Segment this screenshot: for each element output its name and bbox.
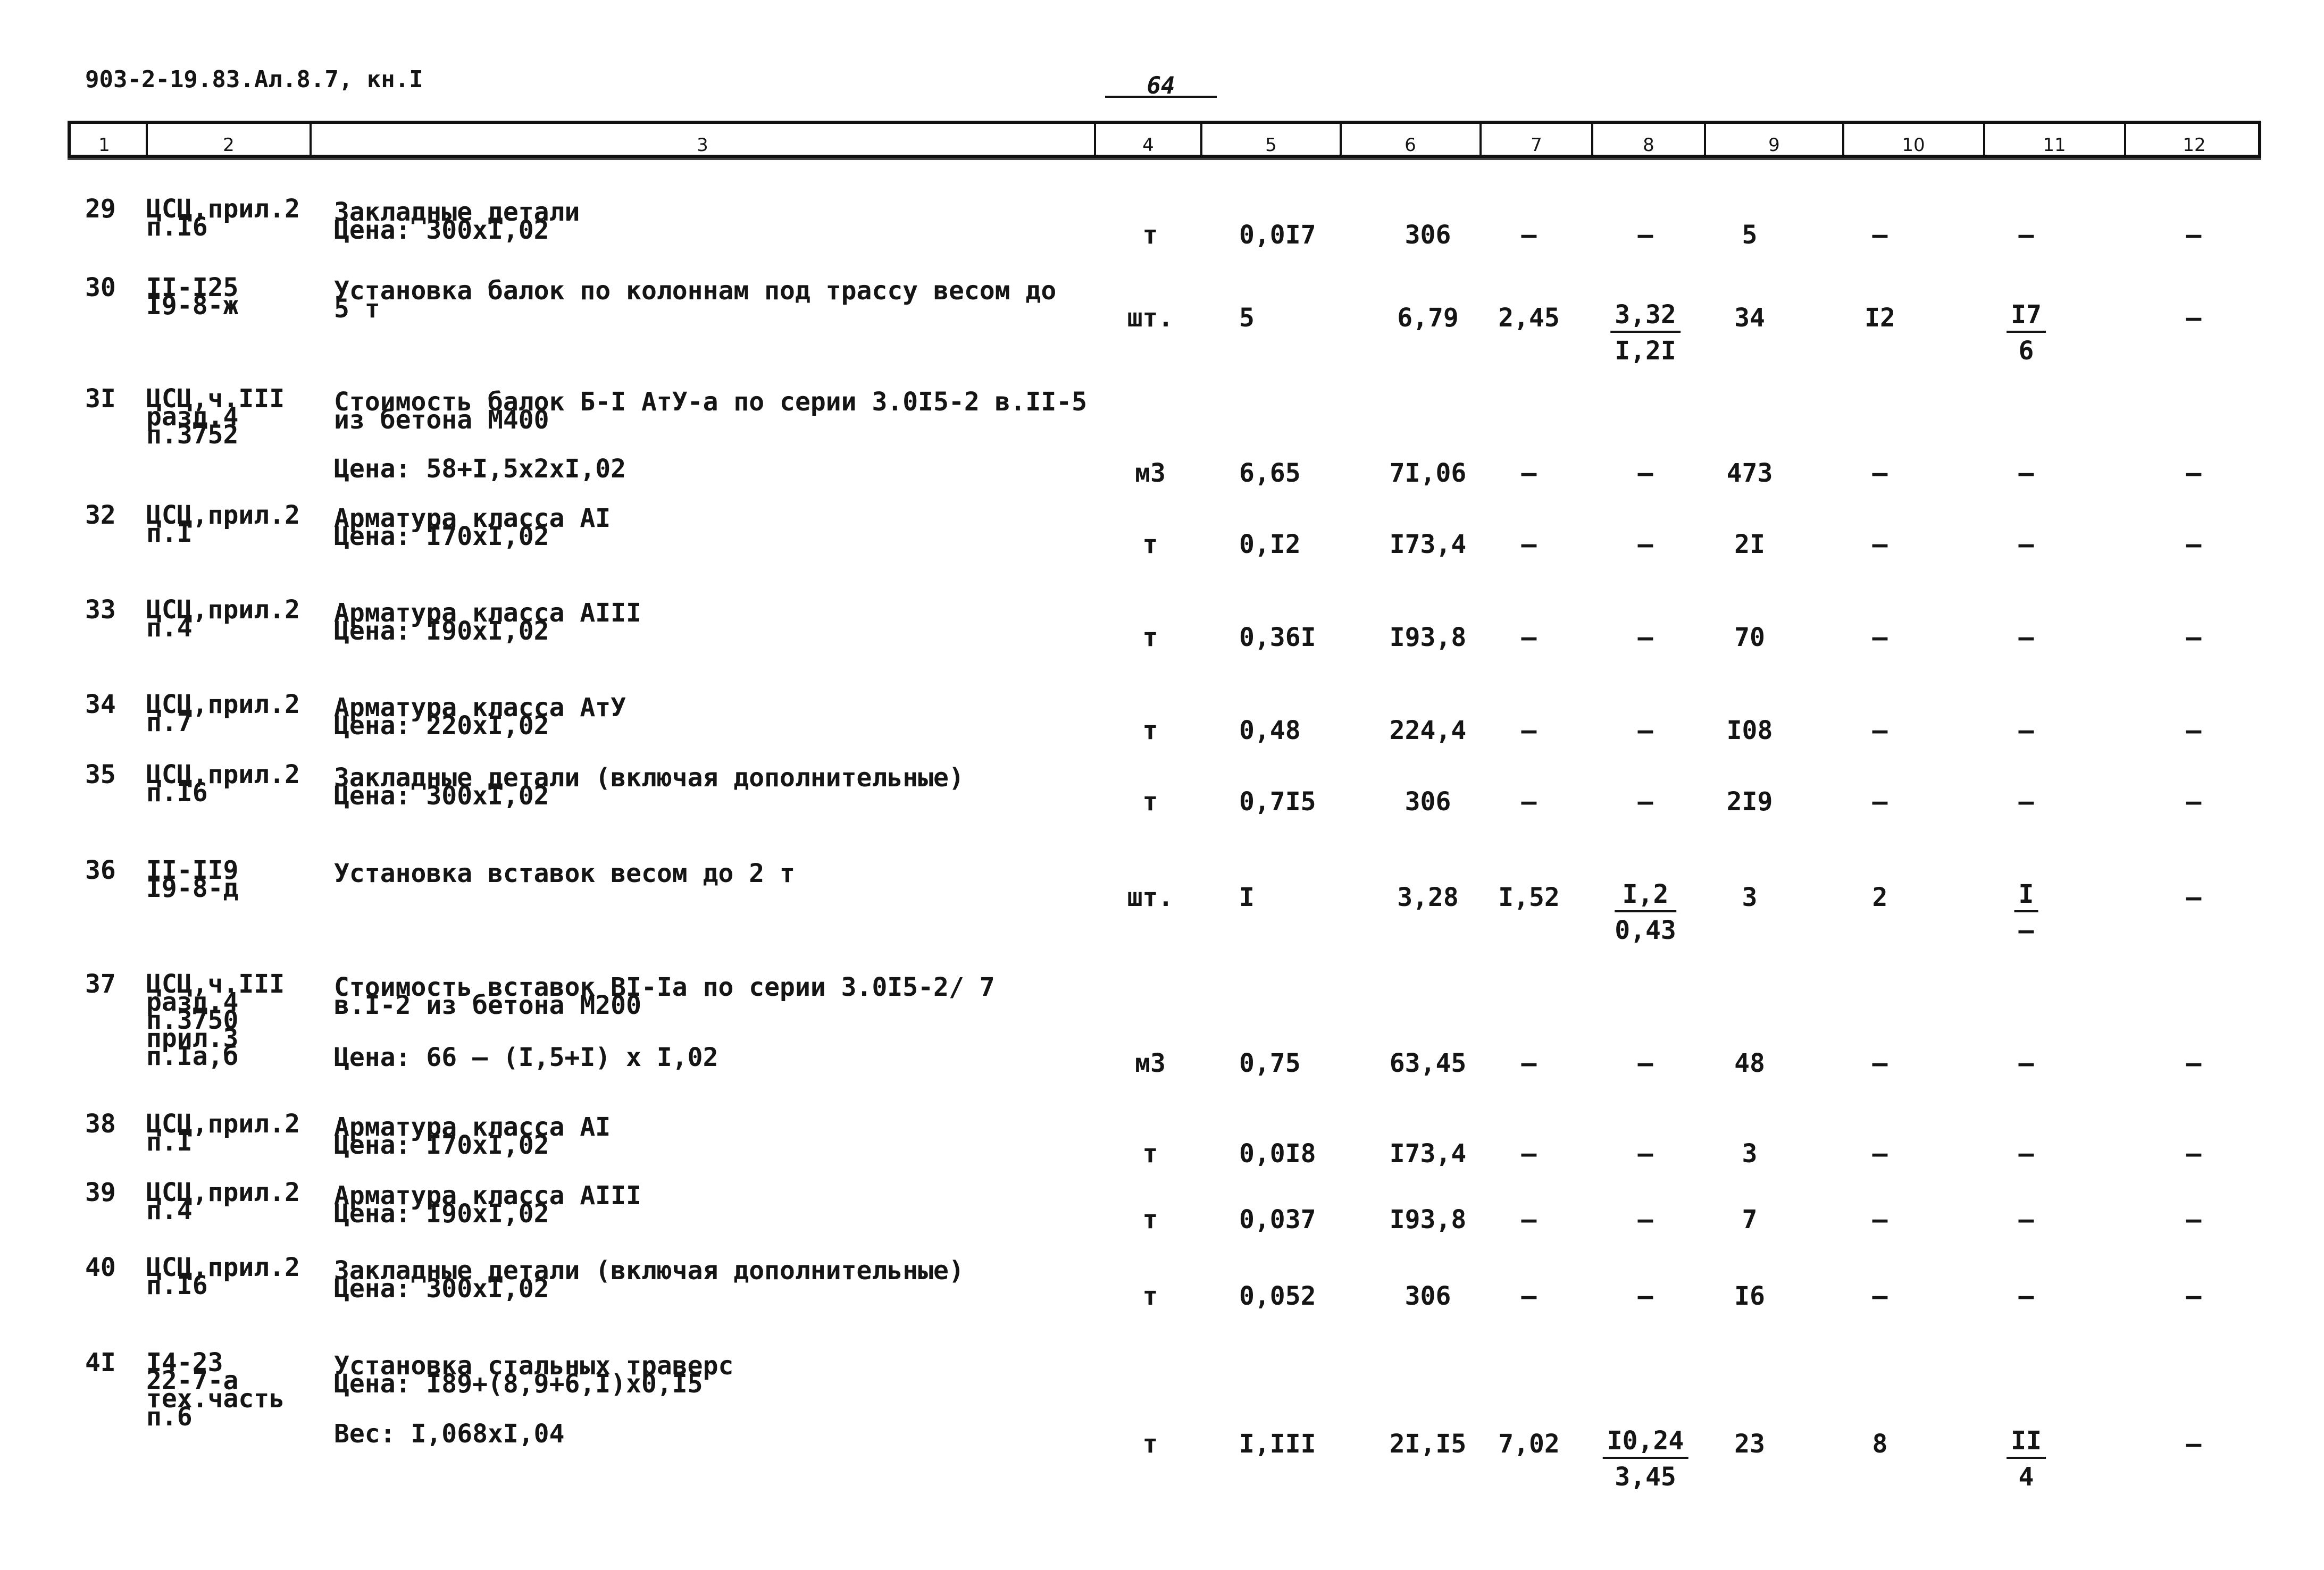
row-number: 35	[85, 760, 116, 790]
row-price-formula: Вес: I,068хI,04	[334, 1419, 565, 1449]
row-description: Установка вставок весом до 2 т	[334, 859, 795, 888]
value-cell-c5: 0,36I	[1239, 623, 1316, 652]
column-divider	[310, 124, 312, 155]
value-cell-c9: 7	[1742, 1205, 1758, 1235]
value-cell-c5: 6,65	[1239, 458, 1301, 488]
value-cell-c8: –	[1637, 1048, 1653, 1078]
value-cell-c11: –	[2018, 716, 2034, 745]
unit-cell: т	[1142, 220, 1158, 250]
unit-cell: шт.	[1127, 303, 1174, 333]
row-description: Арматура класса АI Цена: I70хI,02	[334, 1112, 611, 1160]
row-description: Стоимость вставок ВI-Iа по серии 3.0I5-2/ 7 в.I-2 из бетона М200	[334, 972, 995, 1020]
row-reference-code: II-I25 I9-8-ж	[146, 273, 239, 321]
value-cell-c10: 8	[1872, 1429, 1888, 1459]
value-cell-c9: 34	[1734, 303, 1765, 333]
value-cell-c5: 0,I2	[1239, 530, 1301, 559]
row-reference-code: ЦСЦ,прил.2 п.I6	[146, 1253, 300, 1300]
fraction-cell-c8	[1603, 1428, 1688, 1490]
value-cell-c7: –	[1521, 787, 1537, 817]
value-cell-c12: –	[2186, 787, 2202, 817]
row-reference-code: ЦСЦ,прил.2 п.I	[146, 500, 300, 548]
row-description: Арматура класса АI Цена: I70хI,02	[334, 503, 611, 551]
unit-cell: т	[1142, 623, 1158, 652]
value-cell-c6: I93,8	[1389, 1205, 1467, 1235]
value-cell-c11: –	[2018, 1139, 2034, 1169]
row-reference-code: II-II9 I9-8-д	[146, 855, 239, 903]
value-cell-c9: I08	[1726, 716, 1773, 745]
fraction-denominator: 6	[2018, 336, 2034, 366]
row-description: Установка стальных траверс Цена: I89+(8,9+6,I)х0,I5	[334, 1351, 734, 1399]
row-description: Арматура класса АтУ Цена: 220хI,02	[334, 693, 626, 741]
row-number: 32	[85, 500, 116, 530]
value-cell-c12: –	[2186, 530, 2202, 559]
value-cell-c12: –	[2186, 1139, 2202, 1169]
fraction-numerator: I	[2014, 881, 2038, 912]
unit-cell: м3	[1135, 1048, 1166, 1078]
value-cell-c9: 2I	[1734, 530, 1765, 559]
row-number: 3I	[85, 384, 116, 414]
fraction-numerator: I0,24	[1603, 1428, 1688, 1459]
row-description: Закладные детали Цена: 300хI,02	[334, 197, 580, 245]
fraction-cell-c11	[2007, 1428, 2046, 1490]
value-cell-c6: 2I,I5	[1389, 1429, 1467, 1459]
row-number: 39	[85, 1178, 116, 1207]
row-description: Арматура класса АIII Цена: I90хI,02	[334, 598, 641, 646]
value-cell-c11: –	[2018, 787, 2034, 817]
value-cell-c10: –	[1872, 623, 1888, 652]
row-number: 29	[85, 194, 116, 224]
value-cell-c10: –	[1872, 458, 1888, 488]
unit-cell: т	[1142, 1429, 1158, 1459]
column-number-header	[68, 121, 2261, 158]
value-cell-c10: 2	[1872, 883, 1888, 912]
value-cell-c9: 473	[1726, 458, 1773, 488]
value-cell-c9: 5	[1742, 220, 1758, 250]
value-cell-c5: 5	[1239, 303, 1255, 333]
value-cell-c9: 3	[1742, 883, 1758, 912]
fraction-cell-c11	[2007, 302, 2046, 364]
column-number-10: 10	[1902, 135, 1925, 156]
value-cell-c11: –	[2018, 458, 2034, 488]
column-divider	[1200, 124, 1202, 155]
row-number: 37	[85, 969, 116, 999]
value-cell-c8: –	[1637, 458, 1653, 488]
row-description: Закладные детали (включая дополнительные) Цена: 300хI,02	[334, 1256, 964, 1304]
row-reference-code: ЦСЦ,ч.III разд.4 п.3752	[146, 384, 285, 450]
value-cell-c11: –	[2018, 1048, 2034, 1078]
value-cell-c9: I6	[1734, 1281, 1765, 1311]
value-cell-c11: –	[2018, 220, 2034, 250]
value-cell-c8: –	[1637, 220, 1653, 250]
value-cell-c6: 224,4	[1389, 716, 1467, 745]
value-cell-c7: –	[1521, 623, 1537, 652]
value-cell-c12: –	[2186, 1205, 2202, 1235]
value-cell-c10: –	[1872, 787, 1888, 817]
fraction-cell-c8	[1615, 881, 1676, 943]
row-price-formula: Цена: 58+I,5х2хI,02	[334, 454, 626, 484]
column-number-5: 5	[1265, 135, 1277, 156]
fraction-denominator: 4	[2018, 1462, 2034, 1492]
value-cell-c10: –	[1872, 1281, 1888, 1311]
column-number-2: 2	[223, 135, 235, 156]
value-cell-c7: –	[1521, 530, 1537, 559]
value-cell-c5: 0,037	[1239, 1205, 1316, 1235]
value-cell-c6: 306	[1405, 1281, 1451, 1311]
value-cell-c6: 306	[1405, 787, 1451, 817]
value-cell-c9: 3	[1742, 1139, 1758, 1169]
value-cell-c12: –	[2186, 1429, 2202, 1459]
value-cell-c5: I,III	[1239, 1429, 1316, 1459]
row-reference-code: ЦСЦ,прил.2 п.I6	[146, 760, 300, 808]
column-number-7: 7	[1531, 135, 1542, 156]
column-divider	[1591, 124, 1593, 155]
value-cell-c8: –	[1637, 1281, 1653, 1311]
row-reference-code: ЦСЦ,прил.2 п.I	[146, 1109, 300, 1157]
row-number: 40	[85, 1253, 116, 1282]
column-number-9: 9	[1768, 135, 1780, 156]
value-cell-c9: 23	[1734, 1429, 1765, 1459]
value-cell-c12: –	[2186, 716, 2202, 745]
unit-cell: т	[1142, 1205, 1158, 1235]
value-cell-c5: 0,75	[1239, 1048, 1301, 1078]
column-number-4: 4	[1142, 135, 1154, 156]
column-divider	[146, 124, 148, 155]
row-reference-code: ЦСЦ,прил.2 п.4	[146, 1178, 300, 1225]
document-code: 903-2-19.83.Ал.8.7, кн.I	[85, 66, 423, 93]
value-cell-c6: 63,45	[1389, 1048, 1467, 1078]
unit-cell: м3	[1135, 458, 1166, 488]
fraction-denominator: 3,45	[1615, 1462, 1676, 1492]
value-cell-c8: –	[1637, 1205, 1653, 1235]
value-cell-c7: –	[1521, 1205, 1537, 1235]
row-reference-code: ЦСЦ,прил.2 п.4	[146, 595, 300, 643]
fraction-numerator: II	[2007, 1428, 2046, 1459]
value-cell-c7: –	[1521, 716, 1537, 745]
value-cell-c7: –	[1521, 1048, 1537, 1078]
column-divider	[1479, 124, 1482, 155]
value-cell-c11: –	[2018, 623, 2034, 652]
value-cell-c5: 0,0I7	[1239, 220, 1316, 250]
value-cell-c5: 0,052	[1239, 1281, 1316, 1311]
value-cell-c6: 3,28	[1397, 883, 1459, 912]
column-number-11: 11	[2043, 135, 2066, 156]
column-divider	[2124, 124, 2126, 155]
value-cell-c10: –	[1872, 1205, 1888, 1235]
column-divider	[1842, 124, 1844, 155]
value-cell-c10: I2	[1865, 303, 1895, 333]
unit-cell: шт.	[1127, 883, 1174, 912]
value-cell-c5: 0,48	[1239, 716, 1301, 745]
column-number-8: 8	[1643, 135, 1654, 156]
value-cell-c12: –	[2186, 1281, 2202, 1311]
value-cell-c5: 0,7I5	[1239, 787, 1316, 817]
value-cell-c7: –	[1521, 220, 1537, 250]
value-cell-c11: –	[2018, 530, 2034, 559]
value-cell-c7: –	[1521, 1281, 1537, 1311]
row-number: 34	[85, 690, 116, 719]
row-reference-code: ЦСЦ,прил.2 п.7	[146, 690, 300, 737]
row-price-formula: Цена: 66 – (I,5+I) х I,02	[334, 1043, 718, 1072]
unit-cell: т	[1142, 716, 1158, 745]
unit-cell: т	[1142, 1139, 1158, 1169]
value-cell-c8: –	[1637, 623, 1653, 652]
column-divider	[1340, 124, 1342, 155]
unit-cell: т	[1142, 787, 1158, 817]
column-divider	[1094, 124, 1096, 155]
row-reference-code: ЦСЦ,ч.III разд.4 п.3750 прил.3 п.Iа,б	[146, 969, 285, 1071]
unit-cell: т	[1142, 1281, 1158, 1311]
column-number-6: 6	[1405, 135, 1416, 156]
value-cell-c9: 2I9	[1726, 787, 1773, 817]
value-cell-c10: –	[1872, 1048, 1888, 1078]
fraction-cell-c8	[1610, 302, 1681, 364]
fraction-denominator: –	[2018, 916, 2034, 945]
value-cell-c6: I73,4	[1389, 530, 1467, 559]
value-cell-c6: 306	[1405, 220, 1451, 250]
fraction-numerator: I,2	[1615, 881, 1676, 912]
page-number: 64	[1147, 72, 1175, 99]
fraction-numerator: I7	[2007, 302, 2046, 333]
row-number: 38	[85, 1109, 116, 1139]
value-cell-c12: –	[2186, 220, 2202, 250]
row-description: Стоимость балок Б-I АтУ-а по серии 3.0I5-2 в.II-5 из бетона М400	[334, 387, 1088, 435]
column-number-1: 1	[98, 135, 110, 156]
value-cell-c9: 70	[1734, 623, 1765, 652]
column-number-12: 12	[2183, 135, 2206, 156]
value-cell-c11: –	[2018, 1205, 2034, 1235]
row-description: Арматура класса АIII Цена: I90хI,02	[334, 1181, 641, 1229]
value-cell-c7: 7,02	[1498, 1429, 1560, 1459]
value-cell-c12: –	[2186, 1048, 2202, 1078]
value-cell-c5: I	[1239, 883, 1255, 912]
fraction-cell-c11	[2014, 881, 2038, 943]
value-cell-c12: –	[2186, 303, 2202, 333]
value-cell-c7: I,52	[1498, 883, 1560, 912]
column-number-3: 3	[697, 135, 708, 156]
value-cell-c6: 7I,06	[1389, 458, 1467, 488]
value-cell-c6: I93,8	[1389, 623, 1467, 652]
fraction-denominator: 0,43	[1615, 916, 1676, 945]
row-number: 4I	[85, 1348, 116, 1378]
value-cell-c12: –	[2186, 458, 2202, 488]
value-cell-c12: –	[2186, 623, 2202, 652]
unit-cell: т	[1142, 530, 1158, 559]
row-description: Установка балок по колоннам под трассу весом до 5 т	[334, 276, 1057, 324]
value-cell-c7: 2,45	[1498, 303, 1560, 333]
value-cell-c12: –	[2186, 883, 2202, 912]
value-cell-c6: I73,4	[1389, 1139, 1467, 1169]
value-cell-c8: –	[1637, 787, 1653, 817]
value-cell-c6: 6,79	[1397, 303, 1459, 333]
value-cell-c10: –	[1872, 1139, 1888, 1169]
value-cell-c9: 48	[1734, 1048, 1765, 1078]
row-reference-code: I4-23 22-7-а тех.часть п.6	[146, 1348, 285, 1432]
column-divider	[1704, 124, 1706, 155]
fraction-numerator: 3,32	[1610, 302, 1681, 333]
fraction-denominator: I,2I	[1615, 336, 1676, 366]
value-cell-c11: –	[2018, 1281, 2034, 1311]
value-cell-c8: –	[1637, 716, 1653, 745]
value-cell-c8: –	[1637, 1139, 1653, 1169]
value-cell-c10: –	[1872, 220, 1888, 250]
value-cell-c10: –	[1872, 716, 1888, 745]
row-description: Закладные детали (включая дополнительные) Цена: 300хI,02	[334, 763, 964, 811]
row-reference-code: ЦСЦ,прил.2 п.I6	[146, 194, 300, 242]
row-number: 33	[85, 595, 116, 625]
value-cell-c7: –	[1521, 1139, 1537, 1169]
row-number: 36	[85, 855, 116, 885]
value-cell-c5: 0,0I8	[1239, 1139, 1316, 1169]
value-cell-c7: –	[1521, 458, 1537, 488]
column-divider	[1983, 124, 1985, 155]
row-number: 30	[85, 273, 116, 303]
value-cell-c8: –	[1637, 530, 1653, 559]
value-cell-c10: –	[1872, 530, 1888, 559]
